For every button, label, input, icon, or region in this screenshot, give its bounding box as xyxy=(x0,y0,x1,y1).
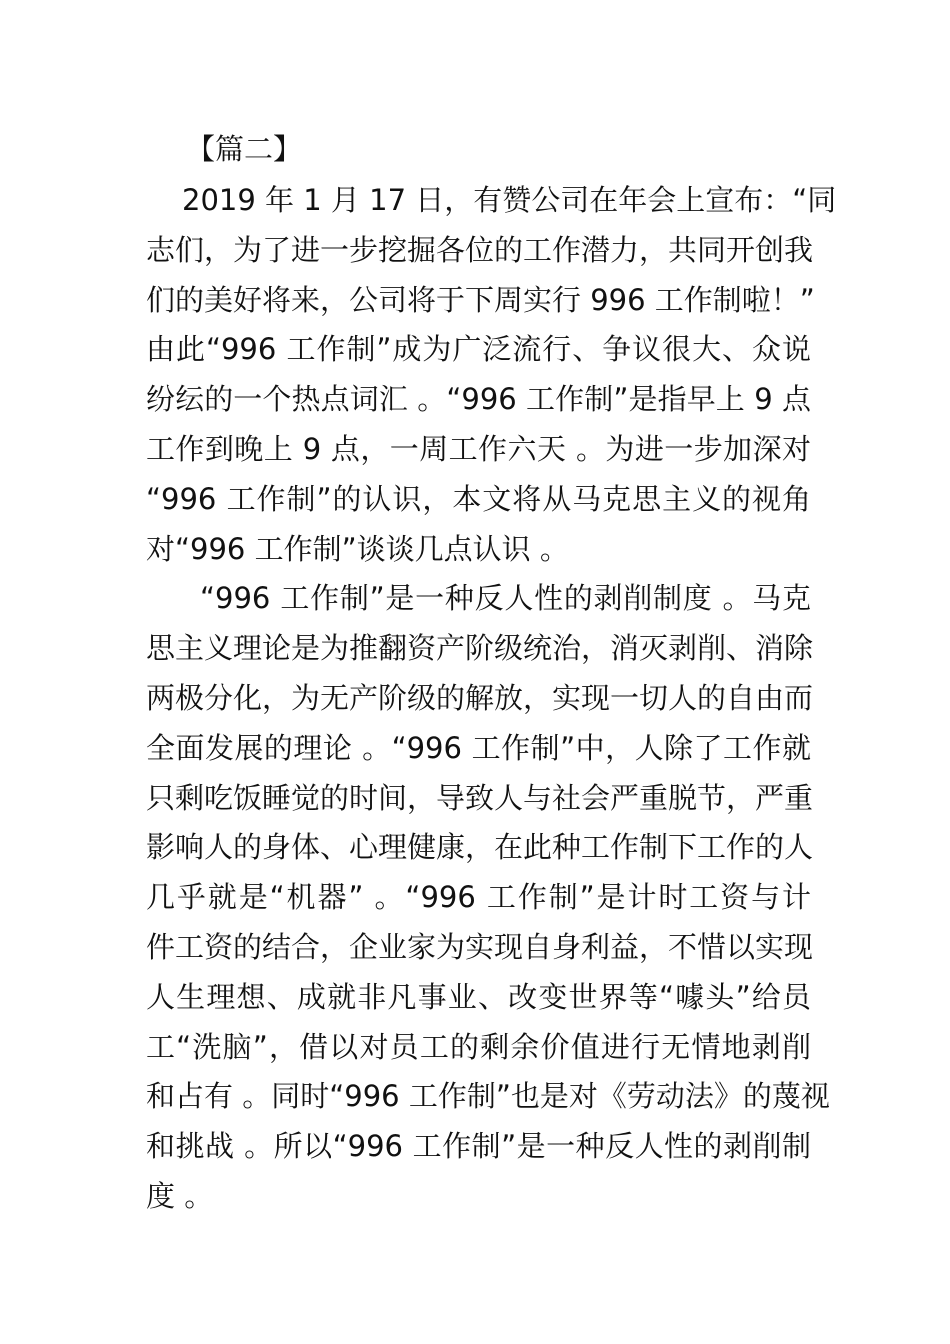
paragraph-line: 只剩吃饭睡觉的时间，导致人与社会严重脱节，严重 xyxy=(146,780,814,815)
paragraph-line: 纷纭的一个热点词汇 。“996 工作制”是指早上 9 点 xyxy=(146,382,811,417)
paragraph-line: “996 工作制”的认识，本文将从马克思主义的视角 xyxy=(146,481,811,516)
paragraph-line: 工“洗脑”，借以对员工的剩余价值进行无情地剥削 xyxy=(146,1029,811,1064)
section-heading: 【篇二】 xyxy=(186,132,303,166)
paragraph-line: 2019 年 1 月 17 日，有赞公司在年会上宣布：“同 xyxy=(182,183,837,217)
paragraph-line: 人生理想、成就非凡事业、改变世界等“噱头”给员 xyxy=(146,979,811,1014)
paragraph-line: 思主义理论是为推翻资产阶级统治，消灭剥削、消除 xyxy=(146,631,814,666)
paragraph-2 xyxy=(146,574,830,1221)
paragraph-1 xyxy=(146,176,837,574)
paragraph-line: 对“996 工作制”谈谈几点认识 。 xyxy=(146,531,569,566)
paragraph-line: 度 。 xyxy=(146,1178,214,1213)
document-body xyxy=(146,122,837,1222)
paragraph-line: 全面发展的理论 。“996 工作制”中，人除了工作就 xyxy=(146,730,811,765)
paragraph-line: 件工资的结合，企业家为实现自身利益，不惜以实现 xyxy=(146,929,814,964)
paragraph-line: “996 工作制”是一种反人性的剥削制度 。马克 xyxy=(200,581,811,616)
paragraph-line: 几乎就是“机器” 。“996 工作制”是计时工资与计 xyxy=(146,880,811,915)
paragraph-line: 和占有 。同时“996 工作制”也是对《劳动法》的蔑视 xyxy=(146,1079,830,1114)
paragraph-line: 志们，为了进一步挖掘各位的工作潜力，共同开创我 xyxy=(146,232,814,267)
paragraph-line: 和挑战 。所以“996 工作制”是一种反人性的剥削制 xyxy=(146,1129,811,1164)
paragraph-line: 由此“996 工作制”成为广泛流行、争议很大、众说 xyxy=(146,332,811,367)
paragraph-line: 工作到晚上 9 点，一周工作六天 。为进一步加深对 xyxy=(146,431,811,466)
paragraph-line: 们的美好将来，公司将于下周实行 996 工作制啦！” xyxy=(146,282,815,317)
paragraph-line: 两极分化，为无产阶级的解放，实现一切人的自由而 xyxy=(146,680,814,715)
paragraph-line: 影响人的身体、心理健康，在此种工作制下工作的人 xyxy=(146,830,814,865)
